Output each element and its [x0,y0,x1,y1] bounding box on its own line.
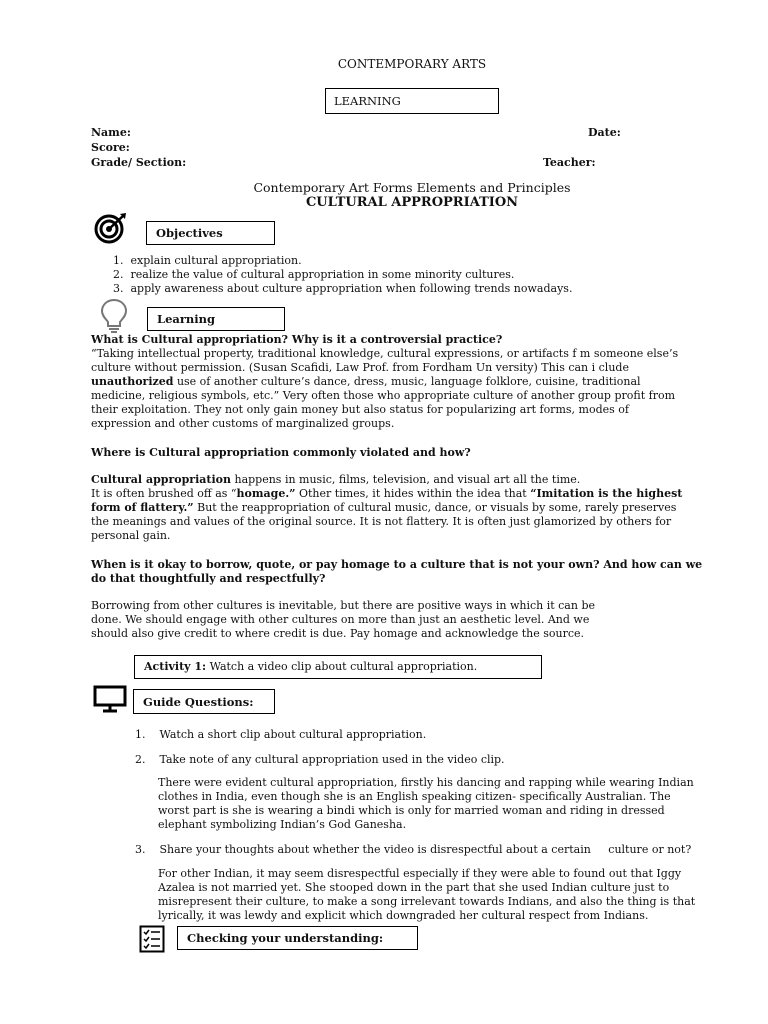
list-item: 2. realize the value of cultural appropriation in some minority cultures. [113,268,515,281]
paragraph-borrowing: Borrowing from other cultures is inevitable, but there are positive ways in which it can be done. We should engage with other cultures on more than just an aesthetic level. And we should also give credit to where credit is due. Pay homage and acknowledge the source. [91,599,596,640]
activity-box [134,655,542,679]
date-field-label: Date: [588,126,621,139]
module-label-box [325,88,499,114]
lesson-subtitle: Contemporary Art Forms Elements and Principles [253,180,571,195]
list-item: 2. Take note of any cultural appropriation used in the video clip. [135,753,505,766]
score-field-label: Score: [91,141,130,154]
lesson-title: CULTURAL APPROPRIATION [305,195,519,210]
list-item: 3. Share your thoughts about whether the video is disrespectful about a certain culture or not? [135,843,692,856]
target-icon [93,212,129,244]
teacher-field-label: Teacher: [543,156,596,169]
checking-understanding-label: Checking your understanding: [187,931,384,945]
guide-questions-box [133,689,275,714]
guide-questions-label: Guide Questions: [143,695,254,709]
objectives-label-box [146,221,275,245]
checklist-icon [139,925,165,953]
name-field-label: Name: [91,126,131,139]
question-what-is: What is Cultural appropriation? Why is it a controversial practice? [91,333,503,346]
learning-label: Learning [157,312,216,326]
grade-section-field-label: Grade/ Section: [91,156,187,169]
checking-understanding-box [177,926,418,950]
list-item: 3. apply awareness about culture appropriation when following trends nowadays. [113,282,573,295]
question-where-violated: Where is Cultural appropriation commonly violated and how? [91,446,471,459]
answer-question-3: For other Indian, it may seem disrespectful especially if they were able to found out that Iggy Azalea is not married yet. She stooped down in the part that she used Indian culture just to misrepresent their culture, to make a song irrelevant towards Indians, and also the thing is that lyrically, it was lewdy and explicit which downgraded her cultural respect from Indians. [158,867,696,922]
lightbulb-icon [99,298,129,334]
paragraph-where-violated: Cultural appropriation happens in music, films, television, and visual art all the time. It is often brushed off as “homage.” Other times, it hides within the idea that “Imitation is the highest form of flattery.” But the reappropriation of cultural music, dance, or visuals by some, rarely preserves the meanings and values of the original source. It is not flattery. It is often just glamorized by others for personal gain. [91,473,683,542]
question-when-okay: When is it okay to borrow, quote, or pay homage to a culture that is not your own? And how can we do that thoughtfully and respectfully? [91,558,703,585]
activity-text: Activity 1: Watch a video clip about cultural appropriation. [144,660,478,673]
module-label: LEARNING [334,94,401,108]
learning-label-box [147,307,285,331]
monitor-icon [93,685,127,713]
list-item: 1. explain cultural appropriation. [113,254,302,267]
objectives-label: Objectives [156,226,223,240]
answer-question-2: There were evident cultural appropriation, firstly his dancing and rapping while wearing Indian clothes in India, even though she is an English speaking citizen- specifically Australian. The worst part is she is wearing a bindi which is only for married woman and riding in dressed elephant symbolizing Indian’s God Ganesha. [158,776,694,831]
paragraph-definition: “Taking intellectual property, traditional knowledge, cultural expressions, or artifacts f m someone else’s culture without permission. (Susan Scafidi, Law Prof. from Fordham Un versity) This can i clude unauthorized use of another culture’s dance, dress, music, language folklore, cuisine, traditional medicine, religious symbols, etc.” Very often those who appropriate culture of another group profit from their exploitation. They not only gain money but also status for popularizing art forms, modes of expression and other customs of marginalized groups. [91,347,679,430]
document-title: CONTEMPORARY ARTS [337,57,487,71]
list-item: 1. Watch a short clip about cultural appropriation. [135,728,427,741]
